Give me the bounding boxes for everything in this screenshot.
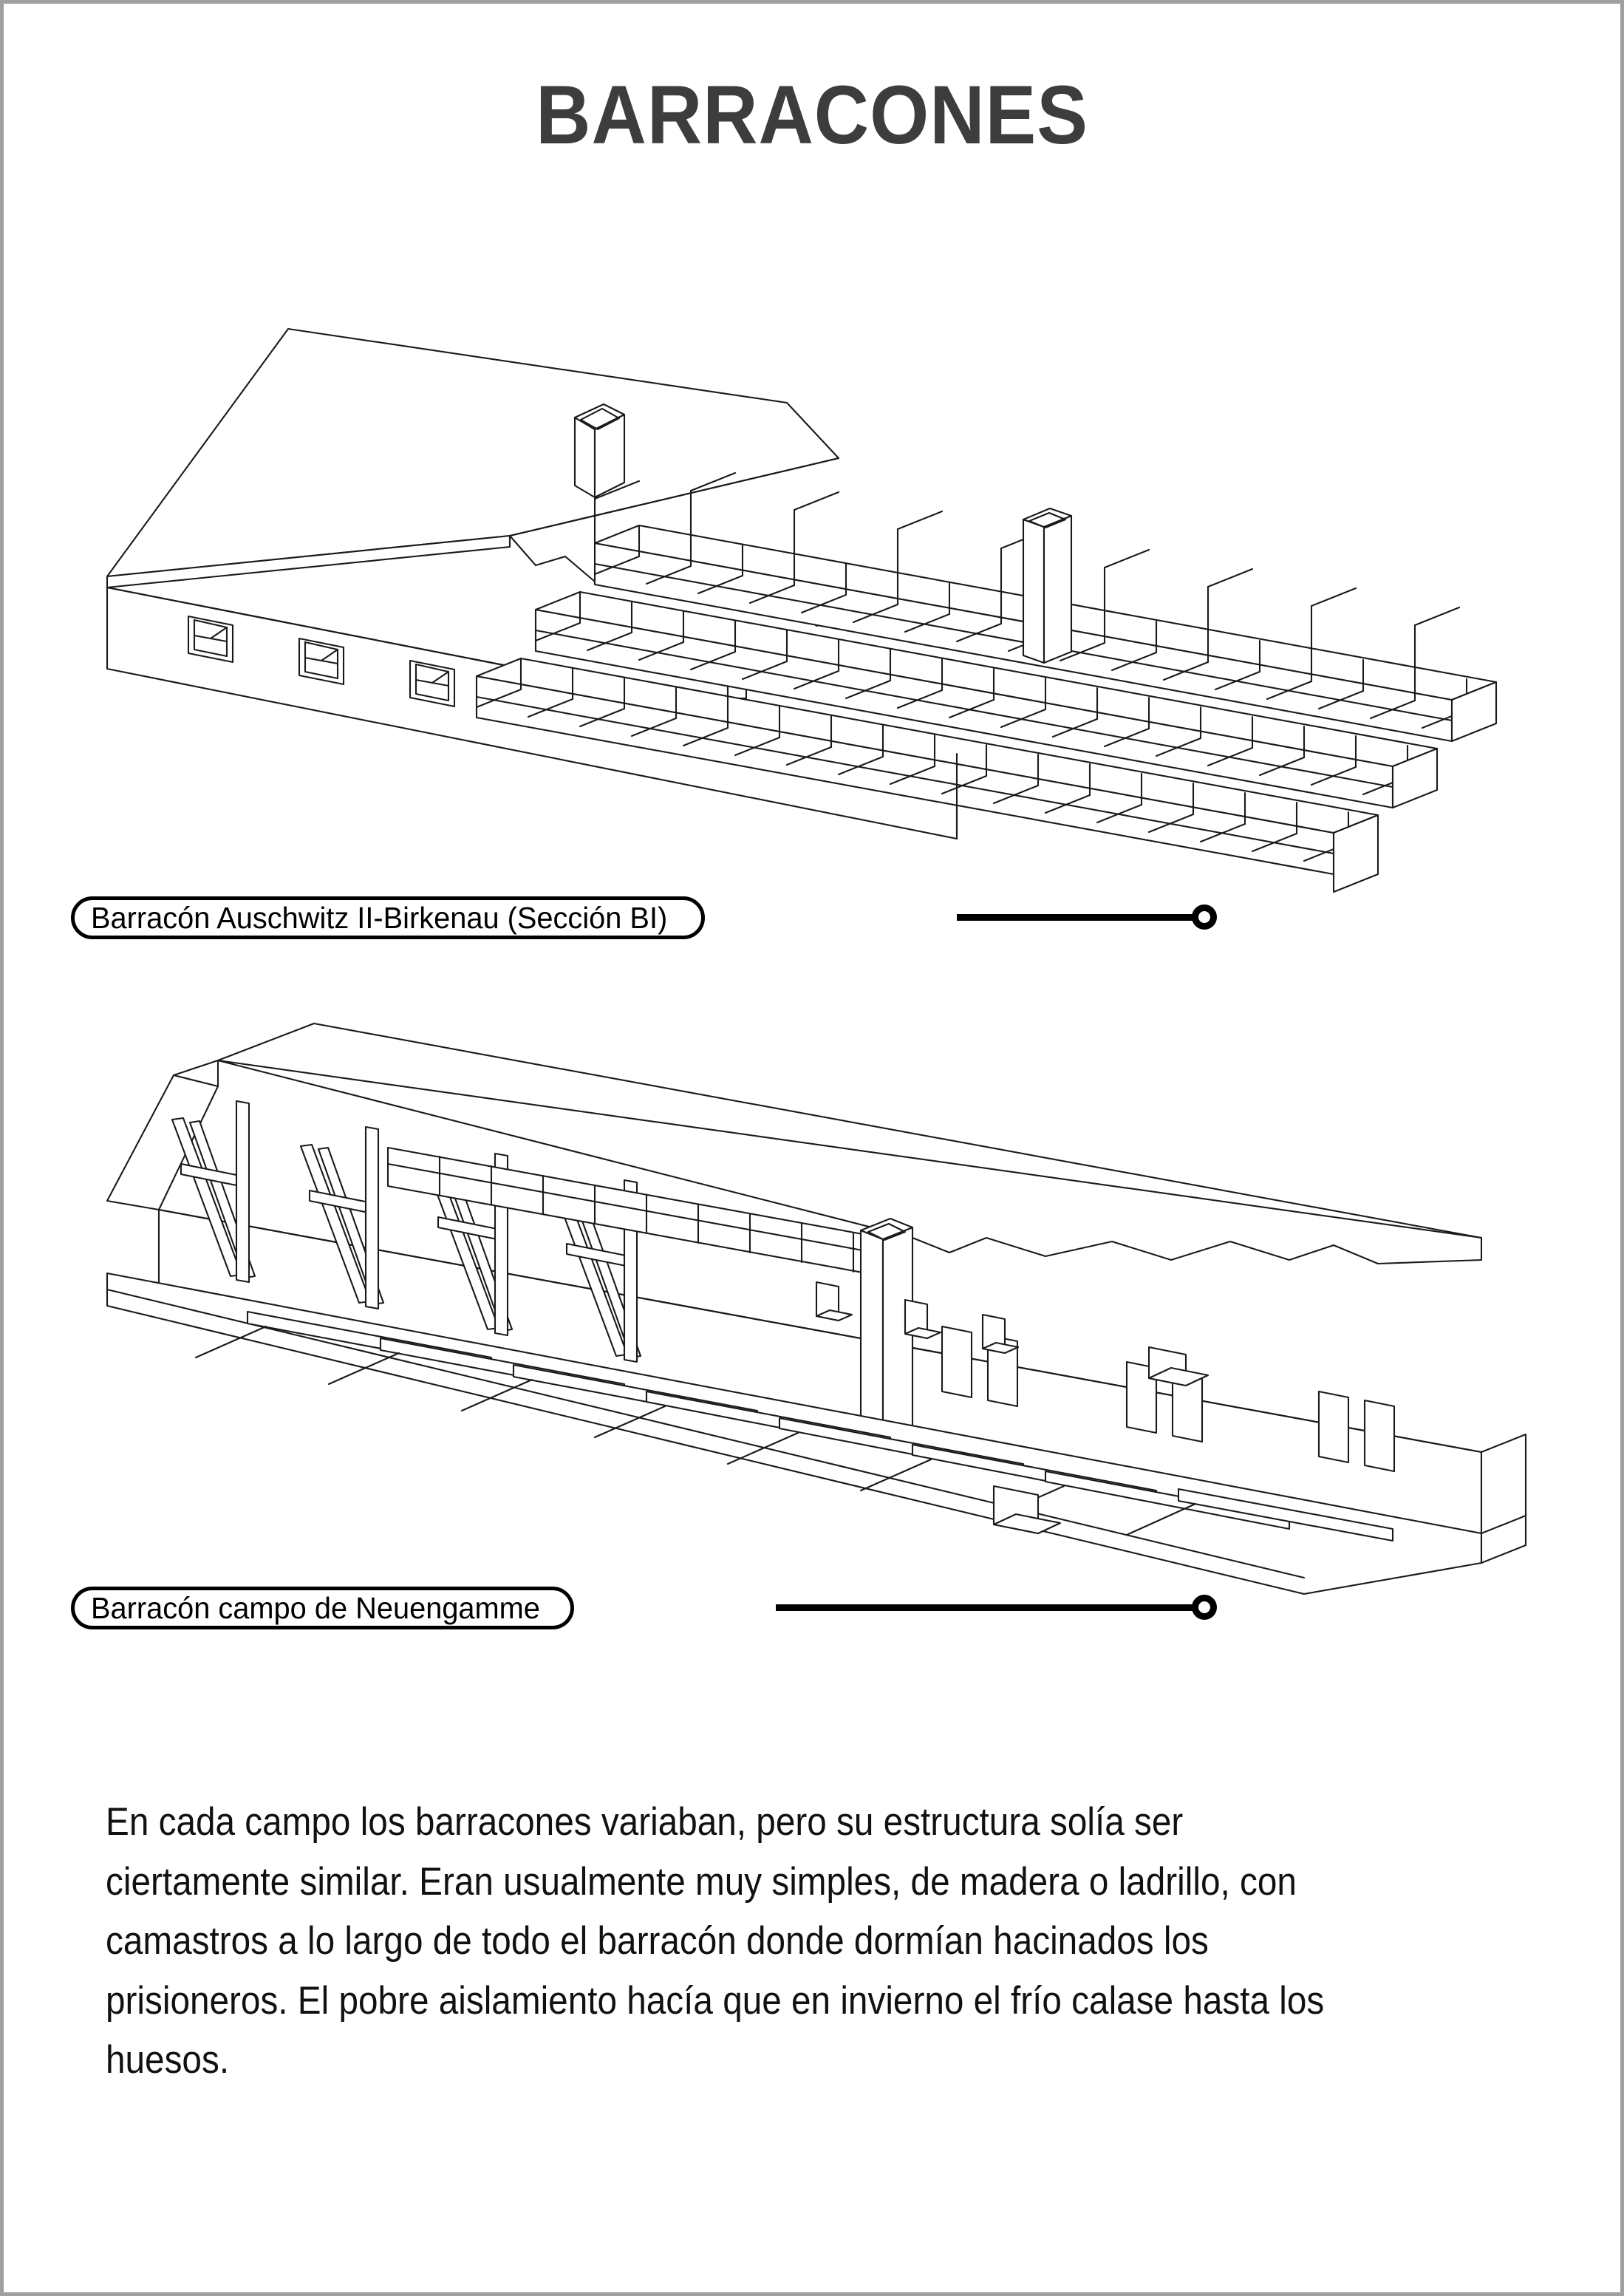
figure-auschwitz-barrack bbox=[78, 321, 1570, 883]
callout-auschwitz[interactable] bbox=[66, 892, 1249, 958]
window bbox=[188, 616, 233, 662]
leader-line bbox=[957, 914, 1212, 921]
auschwitz-barrack-drawing bbox=[78, 321, 1570, 883]
neuengamme-barrack-drawing bbox=[78, 1016, 1570, 1607]
leader-circle-icon bbox=[1192, 905, 1217, 930]
poster-page bbox=[4, 4, 1620, 2292]
description-paragraph: En cada campo los barracones variaban, pero su estructura solía ser ciertamente similar. Eran usualmente muy simples, de madera o ladrillo, con camastros a lo largo de todo el barracón donde dormían hacinados los prisioneros. El pobre aislamiento hacía que en invierno el frío calase hasta los huesos. bbox=[106, 1800, 1325, 2082]
callout-pill[interactable] bbox=[71, 896, 705, 939]
window bbox=[410, 661, 454, 706]
callout-label: Barracón campo de Neuengamme bbox=[91, 1590, 540, 1625]
callout-neuengamme[interactable] bbox=[66, 1582, 1249, 1649]
right-end-wall bbox=[1481, 1434, 1526, 1563]
callout-label: Barracón Auschwitz II-Birkenau (Sección BI) bbox=[91, 900, 668, 935]
bunk-compartments bbox=[477, 502, 1511, 892]
figure-neuengamme-barrack bbox=[78, 1016, 1570, 1607]
callout-pill[interactable] bbox=[71, 1587, 574, 1629]
page-title: BARRACONES bbox=[536, 69, 1088, 161]
leader-line bbox=[776, 1604, 1212, 1611]
window bbox=[299, 638, 344, 684]
central-column bbox=[1023, 508, 1071, 663]
leader-circle-icon bbox=[1192, 1595, 1217, 1620]
chimney bbox=[575, 404, 624, 497]
